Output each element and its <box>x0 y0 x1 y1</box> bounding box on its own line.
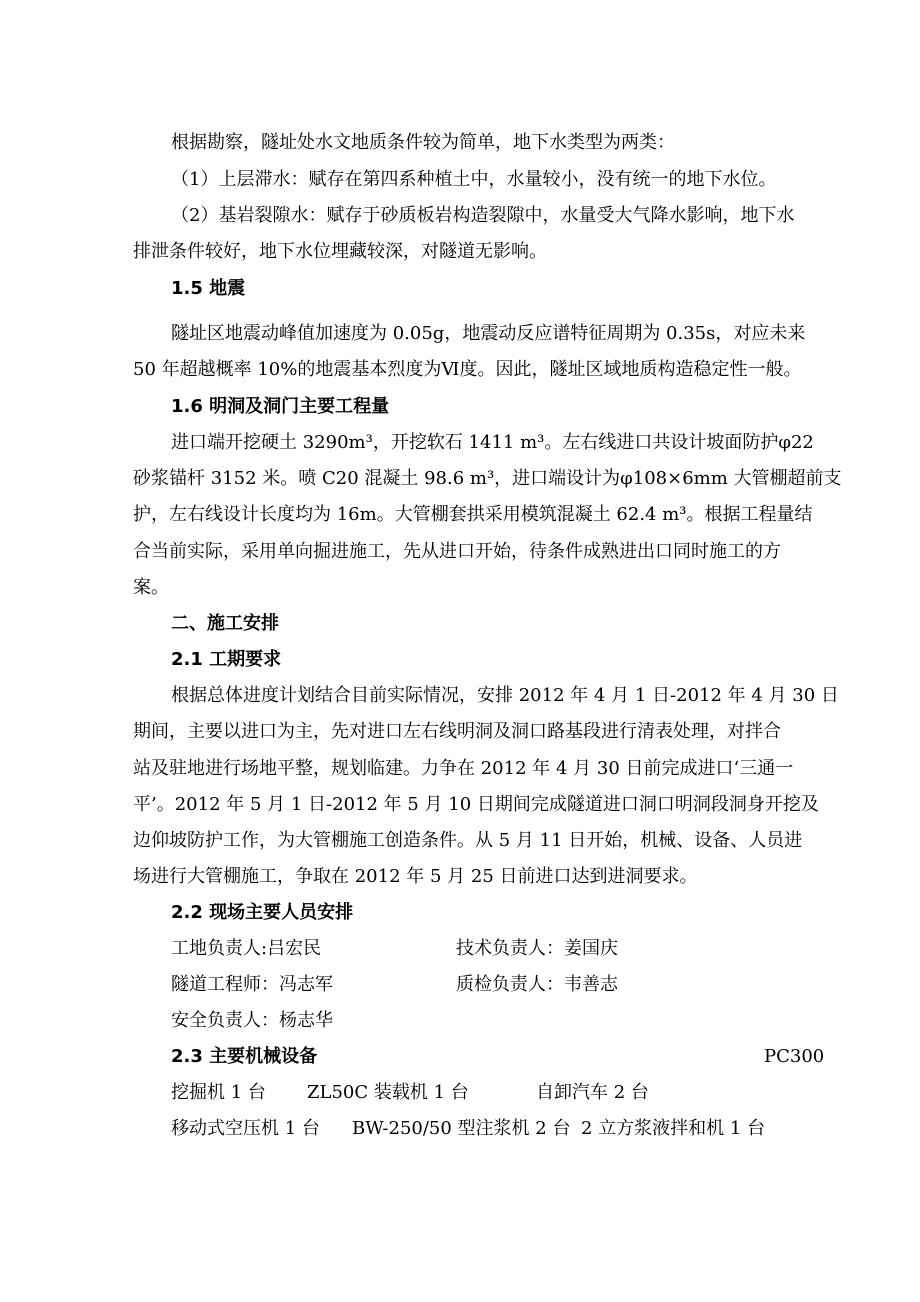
section-1-5-line-1: 隧址区地震动峰值加速度为 0.05g，地震动反应谱特征周期为 0.35s，对应未来 <box>171 323 806 344</box>
section-2-1-line-3: 站及驻地进行场地平整，规划临建。力争在 2012 年 4 月 30 日前完成进口‘三通一 <box>133 758 794 779</box>
section-2-3-heading: 2.3 主要机械设备 <box>171 1046 318 1067</box>
section-1-6-line-4: 合当前实际，采用单向掘进施工，先从进口开始，待条件成熟进出口同时施工的方 <box>133 541 781 562</box>
section-2-1-line-1: 根据总体进度计划结合目前实际情况，安排 2012 年 4 月 1 日-2012 年 4 月 30 日 <box>171 685 839 706</box>
hydro-item-2-line-2: 排泄条件较好，地下水位埋藏较深，对隧道无影响。 <box>133 241 547 262</box>
equipment-excavator: 挖掘机 1 台 <box>171 1082 266 1103</box>
section-1-6-line-1: 进口端开挖硬土 3290m³，开挖软石 1411 m³。左右线进口共设计坡面防护φ22 <box>171 432 814 453</box>
section-2-1-line-4: 平’。2012 年 5 月 1 日-2012 年 5 月 10 日期间完成隧道进口洞口明洞段洞身开挖及 <box>133 794 819 815</box>
section-1-6-line-5: 案。 <box>133 577 169 598</box>
section-1-6-line-3: 护，左右线设计长度均为 16m。大管棚套拱采用模筑混凝土 62.4 m³。根据工程量结 <box>133 504 813 525</box>
equipment-dump-truck: 自卸汽车 2 台 <box>536 1082 649 1103</box>
section-2-2-heading: 2.2 现场主要人员安排 <box>171 902 354 923</box>
safety-lead: 安全负责人：杨志华 <box>171 1010 333 1031</box>
section-1-5-line-2: 50 年超越概率 10%的地震基本烈度为Ⅵ度。因此，隧址区域地质构造稳定性一般。 <box>133 359 802 380</box>
section-1-6-line-2: 砂浆锚杆 3152 米。喷 C20 混凝土 98.6 m³，进口端设计为φ108×6mm 大管棚超前支 <box>133 468 842 489</box>
hydro-intro: 根据勘察，隧址处水文地质条件较为简单，地下水类型为两类： <box>171 132 675 153</box>
section-2-1-heading: 2.1 工期要求 <box>171 649 282 670</box>
tunnel-engineer: 隧道工程师：冯志军 <box>171 974 333 995</box>
equipment-grout-pump: BW-250/50 型注浆机 2 台 <box>352 1118 571 1139</box>
section-1-6-heading: 1.6 明洞及洞门主要工程量 <box>171 396 390 417</box>
section-2-1-line-2: 期间，主要以进口为主，先对进口左右线明洞及洞口路基段进行清表处理，对拌合 <box>133 721 781 742</box>
tech-lead: 技术负责人：姜国庆 <box>456 938 618 959</box>
hydro-item-2-line-1: （2）基岩裂隙水：赋存于砂质板岩构造裂隙中，水量受大气降水影响，地下水 <box>171 205 795 226</box>
hydro-item-1: （1）上层滞水：赋存在第四系种植土中，水量较小，没有统一的地下水位。 <box>171 169 777 190</box>
equipment-pc300: PC300 <box>764 1046 825 1067</box>
equipment-compressor: 移动式空压机 1 台 <box>171 1118 320 1139</box>
section-2-heading: 二、施工安排 <box>171 613 279 634</box>
site-manager: 工地负责人:吕宏民 <box>171 938 322 959</box>
equipment-loader: ZL50C 装载机 1 台 <box>307 1082 469 1103</box>
section-2-1-line-6: 场进行大管棚施工，争取在 2012 年 5 月 25 日前进口达到进洞要求。 <box>133 866 698 887</box>
qc-lead: 质检负责人：韦善志 <box>456 974 618 995</box>
section-1-5-heading: 1.5 地震 <box>171 278 246 299</box>
equipment-mixer: 2 立方浆液拌和机 1 台 <box>581 1118 766 1139</box>
section-2-1-line-5: 边仰坡防护工作，为大管棚施工创造条件。从 5 月 11 日开始，机械、设备、人员进 <box>133 830 803 851</box>
